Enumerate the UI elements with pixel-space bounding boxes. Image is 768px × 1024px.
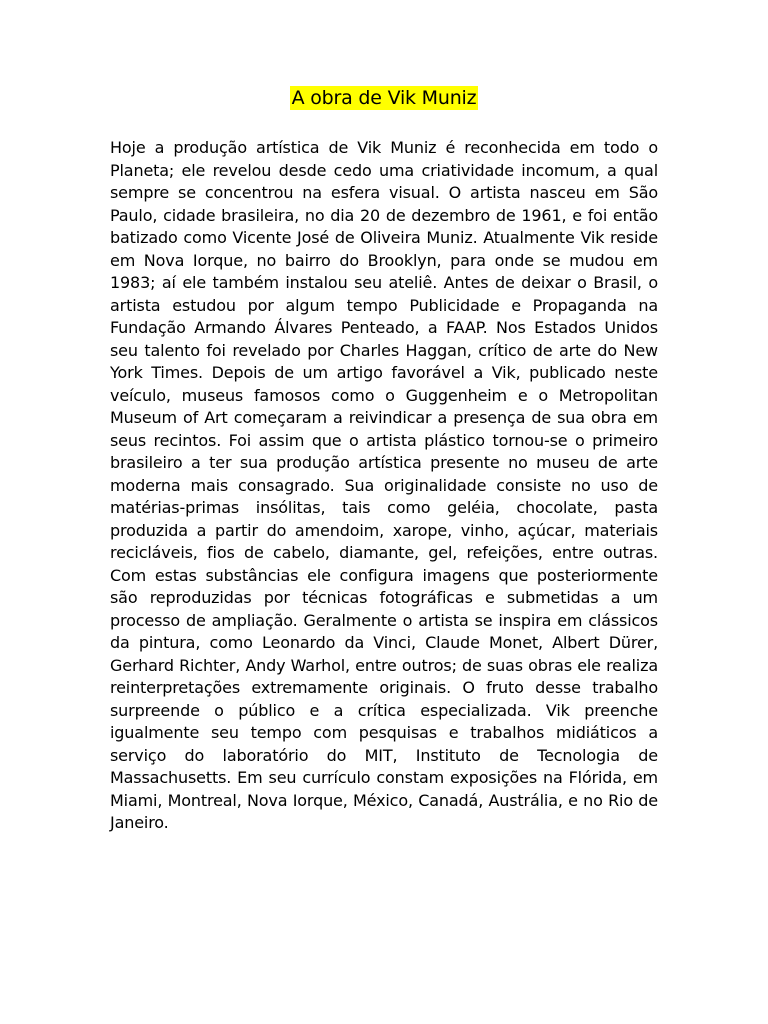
title-container bbox=[0, 86, 768, 110]
document-title: A obra de Vik Muniz bbox=[291, 87, 477, 109]
document-body-paragraph: Hoje a produção artística de Vik Muniz é reconhecida em todo o Planeta; ele revelou desde cedo uma criatividade incomum, a qual sempre se concentrou na esfera visual. O artista nasceu em São Paulo, cidade brasileira, no dia 20 de dezembro de 1961, e foi então batizado como Vicente José de Oliveira Muniz. Atualmente Vik reside em Nova Iorque, no bairro do Brooklyn, para onde se mudou em 1983; aí ele também instalou seu ateliê. Antes de deixar o Brasil, o artista estudou por algum tempo Publicidade e Propaganda na Fundação Armando Álvares Penteado, a FAAP. Nos Estados Unidos seu talento foi revelado por Charles Haggan, crítico de arte do New York Times. Depois de um artigo favorável a Vik, publicado neste veículo, museus famosos como o Guggenheim e o Metropolitan Museum of Art começaram a reivindicar a presença de sua obra em seus recintos. Foi assim que o artista plástico tornou-se o primeiro brasileiro a ter sua produção artística presente no museu de arte moderna mais consagrado. Sua originalidade consiste no uso de matérias-primas insólitas, tais como geléia, chocolate, pasta produzida a partir do amendoim, xarope, vinho, açúcar, materiais recicláveis, fios de cabelo, diamante, gel, refeições, entre outras. Com estas substâncias ele configura imagens que posteriormente são reproduzidas por técnicas fotográficas e submetidas a um processo de ampliação. Geralmente o artista se inspira em clássicos da pintura, como Leonardo da Vinci, Claude Monet, Albert Dürer, Gerhard Richter, Andy Warhol, entre outros; de suas obras ele realiza reinterpretações extremamente originais. O fruto desse trabalho surpreende o público e a crítica especializada. Vik preenche igualmente seu tempo com pesquisas e trabalhos midiáticos a serviço do laboratório do MIT, Instituto de Tecnologia de Massachusetts. Em seu currículo constam exposições na Flórida, em Miami, Montreal, Nova Iorque, México, Canadá, Austrália, e no Rio de Janeiro. bbox=[110, 138, 658, 832]
